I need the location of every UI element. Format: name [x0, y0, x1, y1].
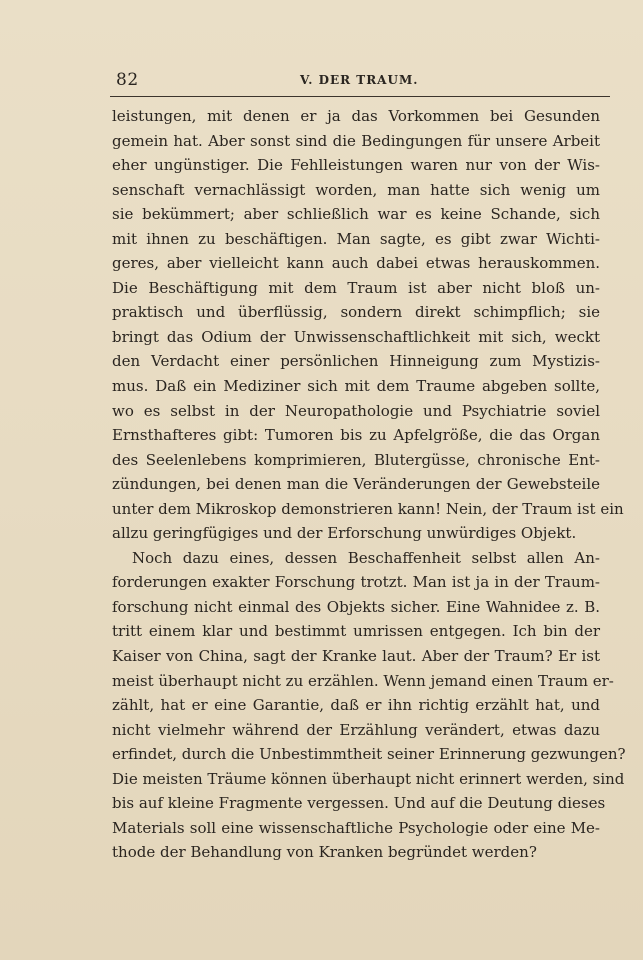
text-line: leistungen, mit denen er ja das Vorkommen bei Gesunden	[112, 107, 600, 125]
text-line: eher ungünstiger. Die Fehlleistungen waren nur von der Wis-	[112, 156, 600, 175]
page-number: 82	[116, 70, 139, 90]
text-line: tritt einem klar und bestimmt umrissen entgegen. Ich bin der	[112, 622, 600, 641]
text-line: den Verdacht einer persönlichen Hinneigung zum Mystizis-	[112, 352, 600, 371]
text-line: wo es selbst in der Neuropathologie und Psychiatrie soviel	[112, 401, 600, 420]
text-line: mus. Daß ein Mediziner sich mit dem Traume abgeben sollte,	[112, 377, 600, 396]
running-head: V. DER TRAUM.	[300, 73, 419, 87]
body-text	[112, 104, 626, 865]
text-line: senschaft vernachlässigt worden, man hatte sich wenig um	[112, 180, 600, 199]
text-line: erfindet, durch die Unbestimmtheit seiner Erinnerung gezwungen?	[112, 745, 626, 764]
text-line: geres, aber vielleicht kann auch dabei etwas herauskommen.	[112, 254, 600, 273]
text-line: allzu geringfügiges und der Erforschung unwürdiges Objekt.	[112, 524, 577, 543]
text-line: Ernsthafteres gibt: Tumoren bis zu Apfelgröße, die das Organ	[112, 426, 600, 445]
text-line: zündungen, bei denen man die Veränderungen der Gewebsteile	[112, 475, 600, 494]
text-line: Die meisten Träume können überhaupt nicht erinnert werden, sind	[112, 769, 625, 788]
text-line: gemein hat. Aber sonst sind die Bedingungen für unsere Arbeit	[112, 131, 600, 150]
text-line: sie bekümmert; aber schließlich war es keine Schande, sich	[112, 205, 600, 224]
text-line: nicht vielmehr während der Erzählung verändert, etwas dazu	[112, 720, 600, 739]
text-line: Noch dazu eines, dessen Beschaffenheit selbst allen An-	[132, 548, 600, 567]
text-line: thode der Behandlung von Kranken begründet werden?	[112, 843, 537, 862]
paragraph	[112, 546, 626, 865]
text-line: Die Beschäftigung mit dem Traum ist aber nicht bloß un-	[112, 278, 600, 297]
text-line: forschung nicht einmal des Objekts sicher. Eine Wahnidee z. B.	[112, 597, 600, 616]
text-line: unter dem Mikroskop demonstrieren kann! Nein, der Traum ist ein	[112, 499, 624, 518]
text-line: forderungen exakter Forschung trotzt. Man ist ja in der Traum-	[112, 573, 600, 592]
text-line: Kaiser von China, sagt der Kranke laut. Aber der Traum? Er ist	[112, 647, 600, 666]
text-line: Materials soll eine wissenschaftliche Psychologie oder eine Me-	[112, 818, 600, 837]
text-line: zählt, hat er eine Garantie, daß er ihn richtig erzählt hat, und	[112, 696, 600, 715]
text-line: bringt das Odium der Unwissenschaftlichkeit mit sich, weckt	[112, 327, 600, 346]
page-header	[110, 70, 610, 92]
text-line: mit ihnen zu beschäftigen. Man sagte, es gibt zwar Wichti-	[112, 229, 600, 248]
header-rule	[110, 96, 610, 97]
paragraph	[112, 104, 624, 546]
text-line: praktisch und überflüssig, sondern direkt schimpflich; sie	[112, 303, 600, 322]
text-line: meist überhaupt nicht zu erzählen. Wenn jemand einen Traum er-	[112, 671, 614, 690]
text-line: bis auf kleine Fragmente vergessen. Und auf die Deutung dieses	[112, 794, 606, 813]
text-line: des Seelenlebens komprimieren, Blutergüsse, chronische Ent-	[112, 450, 600, 469]
